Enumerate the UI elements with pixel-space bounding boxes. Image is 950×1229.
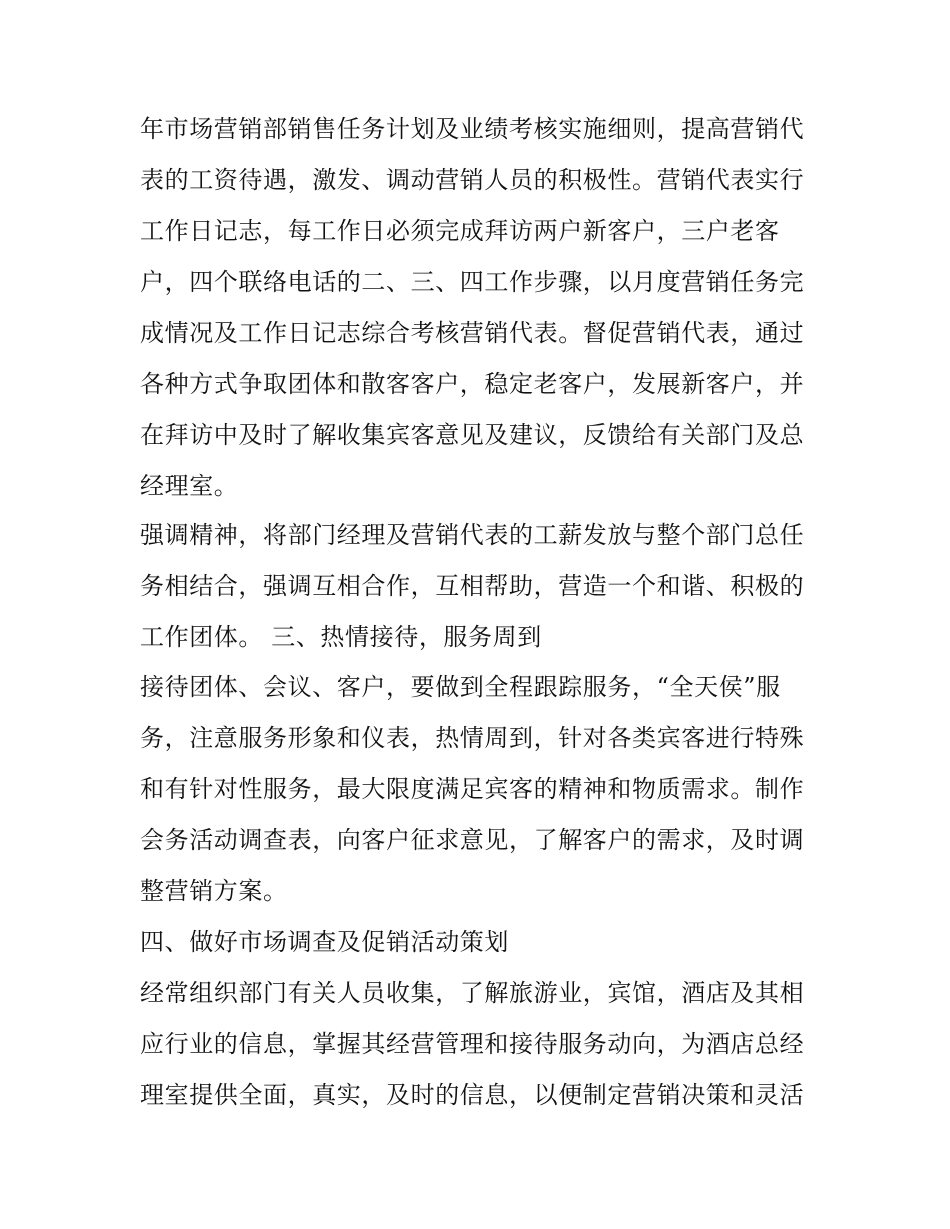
text-line: 会务活动调查表，向客户征求意见，了解客户的需求，及时调 [140,826,805,854]
text-line: 在拜访中及时了解收集宾客意见及建议，反馈给有关部门及总 [140,421,805,449]
text-line: 表的工资待遇，激发、调动营销人员的积极性。营销代表实行 [140,166,805,194]
section-heading: 四、做好市场调查及促销活动策划 [140,928,509,956]
text-line: 经常组织部门有关人员收集，了解旅游业，宾馆，酒店及其相 [140,979,805,1007]
text-line: 务，注意服务形象和仪表，热情周到，针对各类宾客进行特殊 [140,724,805,752]
text-line: 户，四个联络电话的二、三、四工作步骤，以月度营销任务完 [140,268,805,296]
text-line: 接待团体、会议、客户，要做到全程跟踪服务，“全天侯”服 [140,673,781,701]
text-line: 经理室。 [140,472,239,500]
text-line: 工作日记志，每工作日必须完成拜访两户新客户，三户老客 [140,217,780,245]
text-line: 应行业的信息，掌握其经营管理和接待服务动向，为酒店总经 [140,1030,805,1058]
text-line: 成情况及工作日记志综合考核营销代表。督促营销代表，通过 [140,319,805,347]
text-line: 整营销方案。 [140,877,288,905]
text-line: 和有针对性服务，最大限度满足宾客的精神和物质需求。制作 [140,775,805,803]
text-line: 年市场营销部销售任务计划及业绩考核实施细则，提高营销代 [140,115,805,143]
text-line: 各种方式争取团体和散客客户，稳定老客户，发展新客户，并 [140,370,805,398]
text-line: 强调精神，将部门经理及营销代表的工薪发放与整个部门总任 [140,521,805,549]
text-line: 务相结合，强调互相合作，互相帮助，营造一个和谐、积极的 [140,572,805,600]
text-line: 工作团体。 三、热情接待，服务周到 [140,623,542,651]
text-line: 理室提供全面，真实，及时的信息，以便制定营销决策和灵活 [140,1081,805,1109]
